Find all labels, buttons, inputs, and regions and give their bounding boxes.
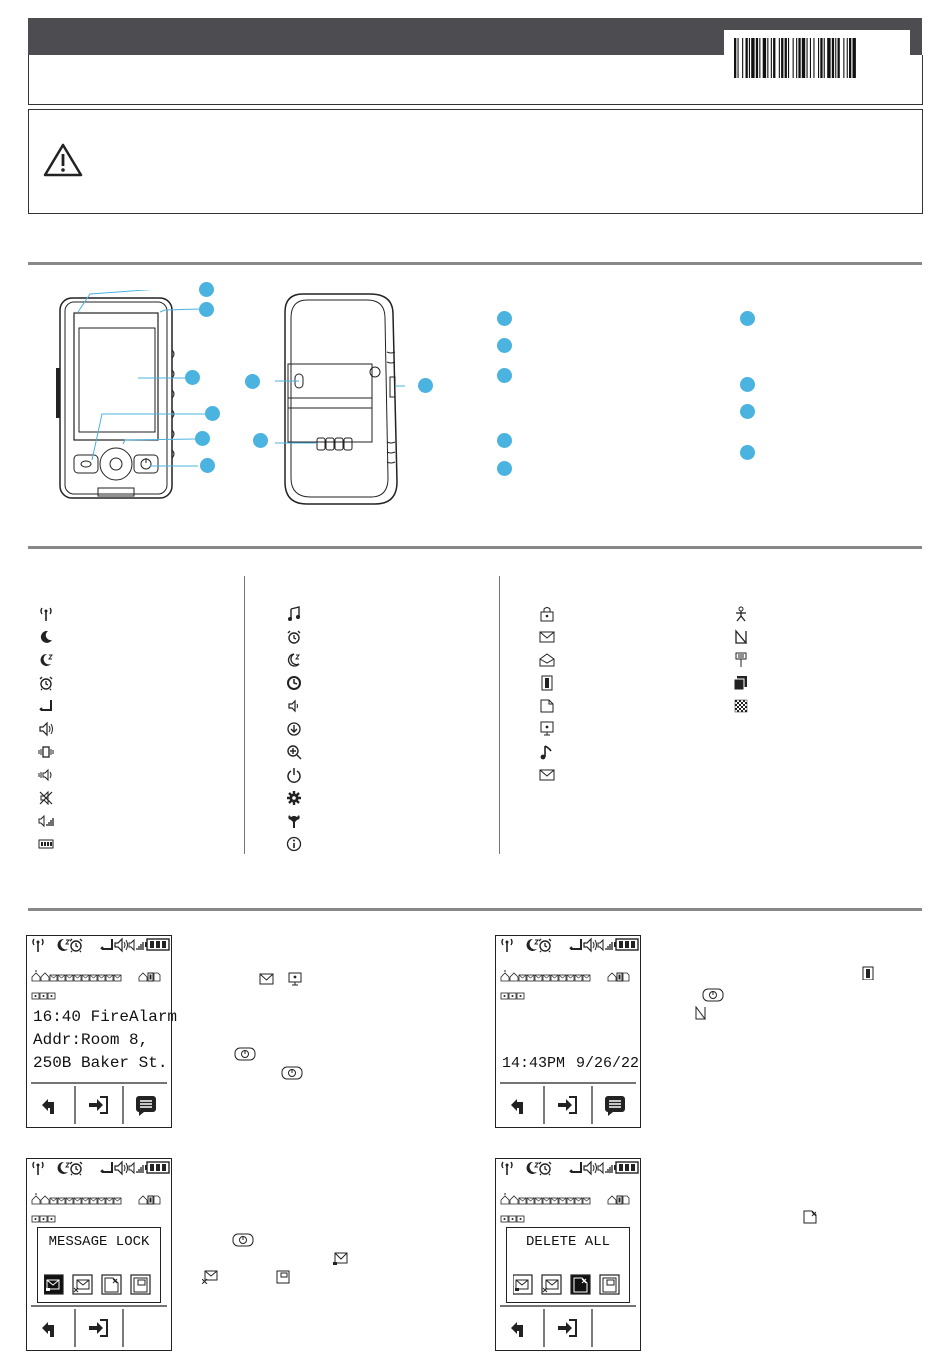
zoom-in-icon [286,744,302,760]
callout-dot-back-1 [245,374,260,389]
legend-dot-9 [740,445,755,460]
softkey-bar[interactable] [27,1305,171,1350]
person-icon [733,606,749,622]
legend-dot-2 [497,338,512,353]
envelope-icon [539,629,555,645]
message-display-icon [539,721,555,737]
screen-message-view [26,935,178,1128]
power-key-icon [702,988,724,1002]
alarm-clock-icon [38,675,54,691]
standby-time: 14:43PM [502,1055,566,1072]
dialog-box [506,1227,630,1303]
warning-box [28,109,923,214]
warning-triangle-icon [43,143,83,177]
callout-dot-front-3 [185,370,200,385]
locked-message-icon [539,606,555,622]
callout-dot-front-6 [200,458,215,473]
barcode [724,30,910,82]
section-divider-screens [28,908,922,911]
message-display-icon [287,972,303,986]
legend-dot-1 [497,311,512,326]
section-divider-device [28,262,922,265]
power-key-icon [234,1047,256,1061]
alarm-icon [286,629,302,645]
callout-dot-front-2 [199,302,214,317]
snooze-icon [286,652,302,668]
download-icon [286,721,302,737]
message-index-row [500,969,636,1003]
message-line-3: 250B Baker St. [33,1054,168,1072]
message-index-row [31,969,167,1003]
vibrate-icon [38,744,54,760]
power-icon [286,767,302,783]
moon-icon [38,629,54,645]
envelope-icon [259,972,275,986]
screen-delete-all [495,1158,641,1351]
power-key-icon [232,1233,254,1247]
column-divider-1 [244,576,245,854]
speaker-icon [38,721,54,737]
message-index-row [31,1192,167,1226]
pager-icon [733,652,749,668]
vibrate-speaker-icon [38,767,54,783]
note-icon [539,744,555,760]
callout-dot-back-3 [418,378,433,393]
dialog-options[interactable] [44,1274,156,1296]
power-key-icon [281,1066,303,1080]
screen-standby [495,935,641,1128]
legend-dot-8 [740,404,755,419]
callout-dot-back-2 [253,433,268,448]
signal-low-icon [693,1006,709,1020]
unlock-message-icon [202,1270,218,1284]
dialog-options[interactable] [513,1274,625,1296]
callout-dot-front-4 [205,406,220,421]
document-icon [539,698,555,714]
volume-signal-icon [38,813,54,829]
delete-all-icon [802,1210,818,1224]
legend-dot-4 [497,433,512,448]
softkey-bar[interactable] [27,1082,171,1127]
status-bar [27,936,171,954]
dialog-title: DELETE ALL [525,1234,610,1250]
gear-icon [286,790,302,806]
antenna-icon [38,606,54,622]
device-front-diagram [50,290,230,515]
mute-icon [38,790,54,806]
section-divider-icons [28,546,922,549]
column-divider-2 [499,576,500,854]
sim-card-icon [539,675,555,691]
status-bar [496,936,640,954]
softkey-bar[interactable] [496,1305,640,1350]
checkered-icon [733,698,749,714]
moon-z-icon [38,652,54,668]
clock-icon [286,675,302,691]
softkey-bar[interactable] [496,1082,640,1127]
message-line-2: Addr:Room 8, [33,1031,149,1049]
dialog-box [37,1227,161,1303]
lock-message-icon [333,1252,349,1266]
mail-icon [539,767,555,783]
enter-return-icon [38,698,54,714]
dialog-title: MESSAGE LOCK [48,1234,150,1250]
standby-date: 9/26/22 [576,1055,640,1072]
copies-icon [733,675,749,691]
message-line-1: 16:40 FireAlarm [33,1008,178,1026]
info-icon [286,836,302,852]
message-index-row [500,1192,636,1226]
legend-dot-3 [497,368,512,383]
wrench-icon [286,813,302,829]
status-bar [27,1159,171,1177]
open-envelope-icon [539,652,555,668]
device-back-diagram [275,292,405,507]
battery-icon [38,836,54,852]
legend-dot-6 [740,311,755,326]
legend-dot-5 [497,461,512,476]
signal-low-icon [733,629,749,645]
music-note-icon [286,606,302,622]
status-bar [496,1159,640,1177]
sim-card-icon [860,966,876,980]
speaker-small-icon [286,698,302,714]
callout-dot-front-1 [199,282,214,297]
screen-message-lock [26,1158,172,1351]
callout-dot-front-5 [195,431,210,446]
legend-dot-7 [740,377,755,392]
message-folder-icon [275,1270,291,1284]
